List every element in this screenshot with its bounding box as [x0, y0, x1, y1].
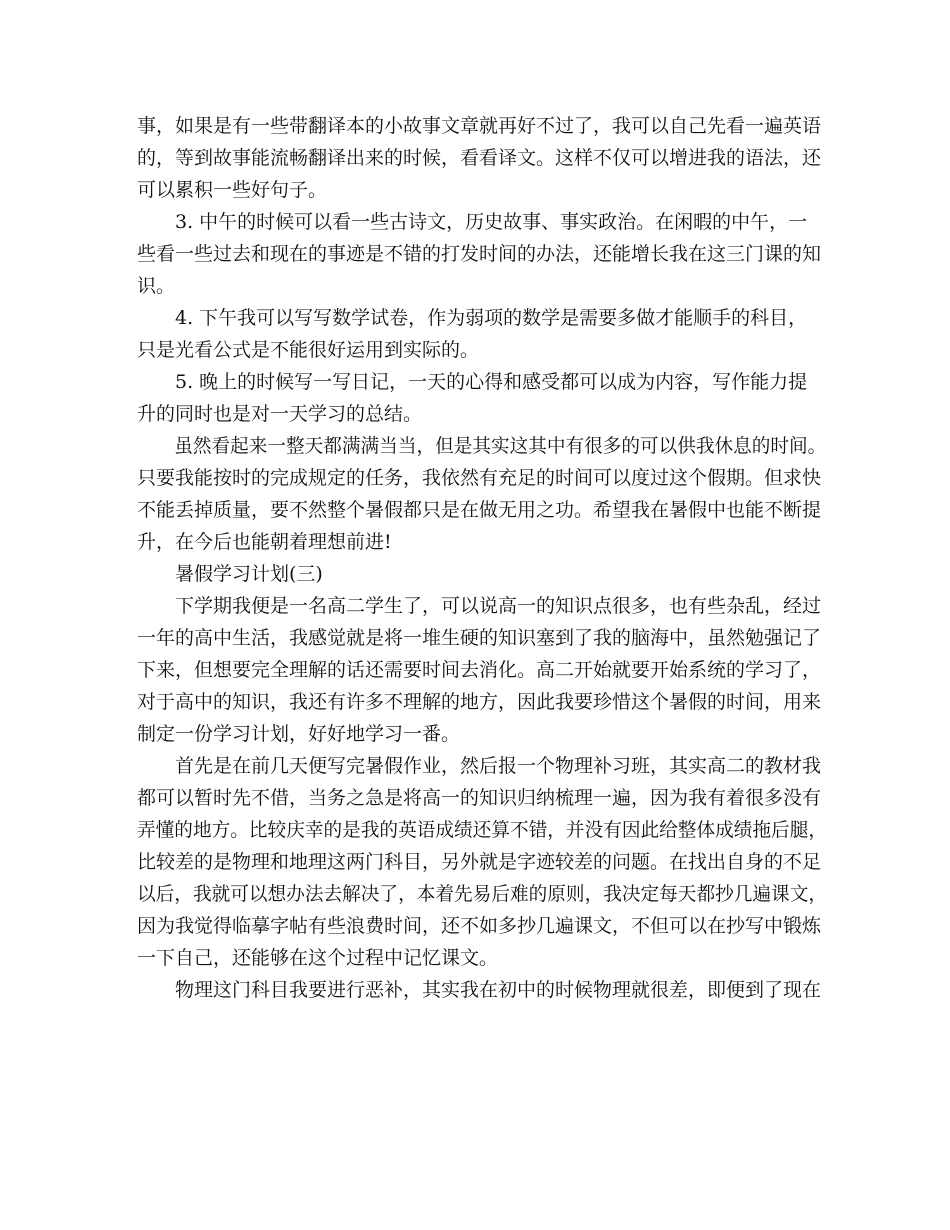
text-line: 升的同时也是对一天学习的总结。: [137, 403, 423, 425]
text-line: 以后，我就可以想办法去解决了，本着先易后难的原则，我决定每天都抄几遍课文，: [137, 883, 828, 905]
text-line: 可以累积一些好句子。: [137, 179, 328, 201]
text-line: 不能丢掉质量，要不然整个暑假都只是在做无用之功。希望我在暑假中也能不断提: [137, 499, 822, 521]
text-line: 物理这门科目我要进行恶补，其实我在初中的时候物理就很差，即便到了现在: [175, 979, 822, 1001]
text-line: 一下自己，还能够在这个过程中记忆课文。: [137, 947, 499, 969]
text-line: 都可以暂时先不借，当务之急是将高一的知识归纳梳理一遍，因为我有着很多没有: [137, 787, 822, 809]
text-line: 3. 中午的时候可以看一些古诗文，历史故事、事实政治。在闲暇的中午，一: [175, 211, 808, 233]
text-line: 事，如果是有一些带翻译本的小故事文章就再好不过了，我可以自己先看一遍英语: [137, 115, 822, 137]
text-line: 下学期我便是一名高二学生了，可以说高一的知识点很多，也有些杂乱，经过: [175, 595, 822, 617]
text-line: 首先是在前几天便写完暑假作业，然后报一个物理补习班，其实高二的教材我: [175, 755, 822, 777]
text-line: 对于高中的知识，我还有许多不理解的地方，因此我要珍惜这个暑假的时间，用来: [137, 691, 822, 713]
text-line: 只要我能按时的完成规定的任务，我依然有充足的时间可以度过这个假期。但求快: [137, 467, 822, 489]
text-line: 升，在今后也能朝着理想前进!: [137, 531, 392, 553]
text-line: 下来，但想要完全理解的话还需要时间去消化。高二开始就要开始系统的学习了，: [137, 659, 822, 681]
text-line: 暑假学习计划(三): [175, 563, 323, 585]
text-line: 一年的高中生活，我感觉就是将一堆生硬的知识塞到了我的脑海中，虽然勉强记了: [137, 627, 822, 649]
text-line: 的，等到故事能流畅翻译出来的时候，看看译文。这样不仅可以增进我的语法，还: [137, 147, 822, 169]
text-line: 因为我觉得临摹字帖有些浪费时间，还不如多抄几遍课文，不但可以在抄写中锻炼: [137, 915, 822, 937]
text-line: 识。: [137, 275, 176, 297]
text-line: 虽然看起来一整天都满满当当，但是其实这其中有很多的可以供我休息的时间。: [174, 435, 827, 457]
text-line: 制定一份学习计划，好好地学习一番。: [137, 723, 461, 745]
text-line: 只是光看公式是不能很好运用到实际的。: [137, 339, 480, 361]
text-line: 些看一些过去和现在的事迹是不错的打发时间的办法，还能增长我在这三门课的知: [137, 243, 822, 265]
text-line: 4. 下午我可以写写数学试卷，作为弱项的数学是需要多做才能顺手的科目，: [175, 307, 808, 329]
document-body: [137, 110, 827, 1006]
text-line: 弄懂的地方。比较庆幸的是我的英语成绩还算不错，并没有因此给整体成绩拖后腿，: [137, 819, 828, 841]
text-line: 5. 晚上的时候写一写日记，一天的心得和感受都可以成为内容，写作能力提: [175, 371, 808, 393]
text-line: 比较差的是物理和地理这两门科目，另外就是字迹较差的问题。在找出自身的不足: [137, 851, 822, 873]
